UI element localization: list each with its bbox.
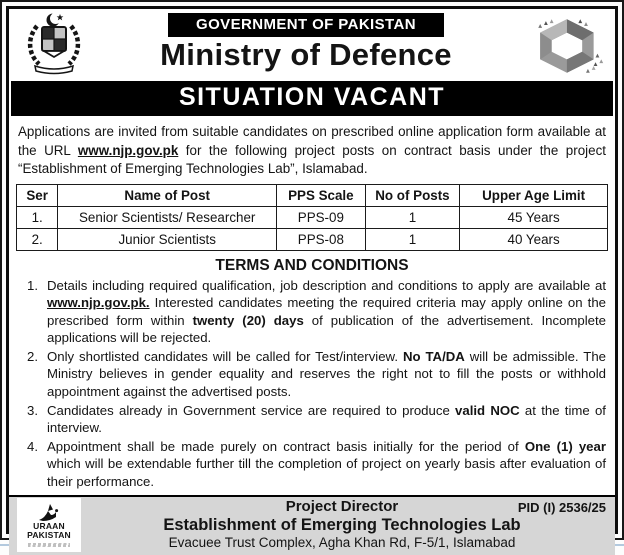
footer: [9, 495, 615, 555]
term-number: 3.: [27, 402, 38, 418]
term-item: [16, 277, 606, 347]
cell-post-name: Junior Scientists: [58, 228, 277, 250]
cell-pps-scale: PPS-08: [277, 228, 366, 250]
col-header-ser: Ser: [17, 184, 58, 206]
term-number: 2.: [27, 348, 38, 364]
term-item: [16, 438, 606, 491]
pakistan-emblem-svg: [22, 12, 86, 76]
col-header-upper-age-limit: Upper Age Limit: [460, 184, 608, 206]
uraan-logo-line2: PAKISTAN: [27, 530, 71, 541]
bird-icon: [36, 502, 62, 522]
cell-post-name: Senior Scientists/ Researcher: [58, 206, 277, 228]
emerging-tech-logo-icon: [521, 12, 609, 78]
term-item: [16, 348, 606, 401]
cell-ser: 2.: [17, 228, 58, 250]
cell-age-limit: 45 Years: [460, 206, 608, 228]
cell-age-limit: 40 Years: [460, 228, 608, 250]
term-number: 1.: [27, 277, 38, 293]
col-header-pps-scale: PPS Scale: [277, 184, 366, 206]
term-text: Only shortlisted candidates will be called for Test/interview. No TA/DA will be admissible. The Ministry believes in gender equality and reserves the right not to fill the posts or withhold appointment against the advertised posts.: [47, 348, 606, 400]
project-director-label: Project Director: [285, 498, 399, 516]
cell-ser: 1.: [17, 206, 58, 228]
uraan-logo-text: [27, 522, 71, 540]
terms-list: [9, 277, 615, 495]
cell-pps-scale: PPS-09: [277, 206, 366, 228]
header: [9, 9, 615, 79]
term-text: Appointment shall be made purely on contract basis initially for the period of One (1) year which will be extendable further till the completion of project on yearly basis after evaluation of their performance.: [47, 438, 606, 490]
advert-inner-border: [6, 6, 618, 551]
uraan-logo-line1: URAAN: [33, 521, 65, 532]
col-header-name-of-post: Name of Post: [58, 184, 277, 206]
term-number: 4.: [27, 438, 38, 454]
cell-no-of-posts: 1: [365, 228, 460, 250]
pakistan-emblem-icon: [17, 12, 91, 76]
ministry-title: Ministry of Defence: [160, 37, 452, 72]
posts-table: [16, 184, 608, 251]
government-of-pakistan-bar: GOVERNMENT OF PAKISTAN: [168, 13, 444, 37]
terms-and-conditions-title: TERMS AND CONDITIONS: [215, 256, 409, 274]
cell-no-of-posts: 1: [365, 206, 460, 228]
intro-paragraph: Applications are invited from suitable candidates on prescribed online application form available at the URL www.njp.gov.pk for the following project posts on contract basis under the project “Establishment of Emerging Technologies Lab”, Islamabad.: [18, 124, 606, 176]
organization-name: Establishment of Emerging Technologies Lab: [163, 516, 521, 535]
header-center: [91, 12, 521, 71]
organization-address: Evacuee Trust Complex, Agha Khan Rd, F-5/1, Islamabad: [168, 535, 516, 551]
urdu-tagline: [28, 543, 70, 547]
pid-number: PID (I) 2536/25: [517, 499, 606, 515]
hexagon-logo-svg: [523, 14, 607, 78]
table-row: [17, 228, 608, 250]
situation-vacant-banner: SITUATION VACANT: [11, 81, 613, 116]
col-header-no-of-posts: No of Posts: [365, 184, 460, 206]
uraan-pakistan-logo: [17, 498, 81, 552]
term-text: Details including required qualification, job description and conditions to apply are available at www.njp.gov.pk. Interested candidates meeting the required criteria may apply online on the prescribed form within twenty (20) days of publication of the advertisement. Incomplete applications will be rejected.: [47, 277, 606, 346]
table-row: [17, 206, 608, 228]
table-header-row: [17, 184, 608, 206]
term-text: Candidates already in Government service are required to produce valid NOC at the time of interview.: [47, 402, 606, 436]
term-item: [16, 402, 606, 437]
